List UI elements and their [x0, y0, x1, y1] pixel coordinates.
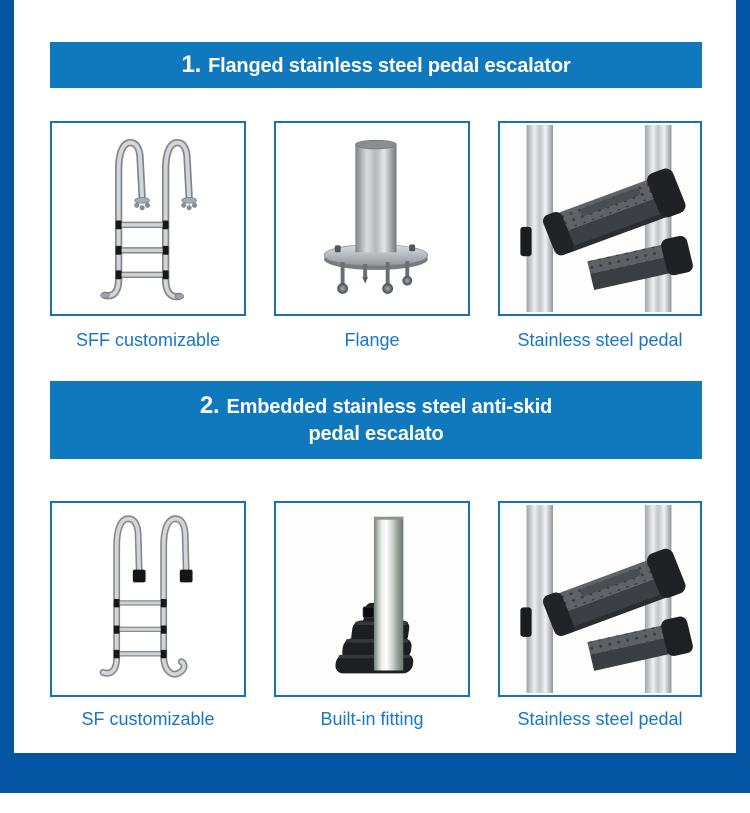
section-2-title-text: Embedded stainless steel anti-skid [226, 396, 553, 418]
section-2-product-row [50, 501, 702, 697]
section-1-title [182, 51, 571, 80]
caption-built-in-fitting: Built-in fitting [320, 709, 424, 729]
section-2-title [200, 392, 552, 421]
bottom-bar [0, 753, 750, 793]
section-1-banner [50, 42, 702, 88]
section-2-number: 2. [199, 392, 220, 419]
section-2-captions [50, 709, 702, 729]
stainless-pedal-image-2 [498, 501, 702, 697]
section-2-banner [50, 381, 702, 459]
caption-flange: Flange [344, 330, 400, 350]
section-1-captions [50, 330, 702, 350]
stainless-pedal-image [498, 121, 702, 316]
left-edge-bar [0, 0, 14, 793]
flange-image [274, 121, 470, 316]
right-edge-bar [736, 0, 750, 793]
built-in-fitting-image [274, 501, 470, 697]
caption-stainless-steel-pedal-2: Stainless steel pedal [517, 709, 683, 729]
caption-sf-customizable: SF customizable [81, 709, 215, 729]
sf-ladder-image [50, 501, 246, 697]
caption-sff-customizable: SFF customizable [75, 330, 221, 350]
section-2-title-line2: pedal escalato [308, 423, 444, 445]
section-1-title-text: Flanged stainless steel pedal escalator [208, 54, 571, 77]
caption-stainless-steel-pedal-1: Stainless steel pedal [517, 330, 683, 350]
section-1-product-row [50, 121, 702, 316]
section-1-number: 1. [181, 50, 202, 78]
sff-ladder-image [50, 121, 246, 316]
